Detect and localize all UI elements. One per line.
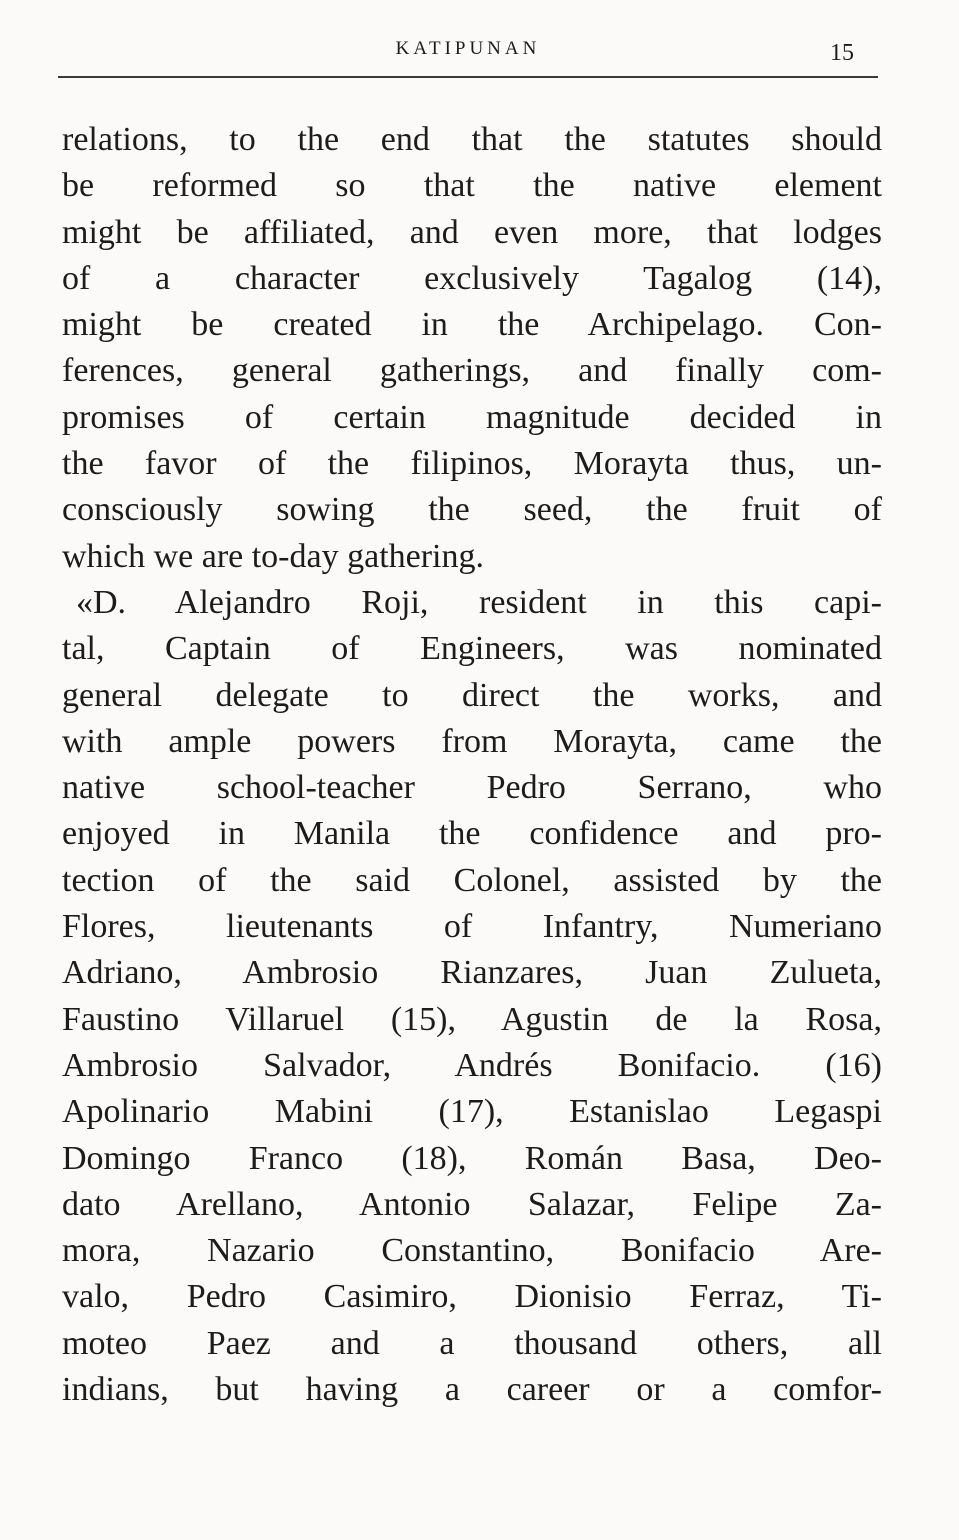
text-line: Domingo Franco (18), Román Basa, Deo- bbox=[62, 1139, 882, 1177]
text-line: relations, to the end that the statutes should bbox=[62, 121, 882, 158]
text-line: be reformed so that the native element bbox=[62, 167, 882, 205]
text-line: might be created in the Archipelago. Con- bbox=[62, 306, 882, 344]
text-line: tal, Captain of Engineers, was nominated bbox=[62, 630, 882, 668]
text-line: the favor of the filipinos, Morayta thus, un- bbox=[62, 445, 882, 483]
header-rule bbox=[58, 76, 878, 78]
text-line: mora, Nazario Constantino, Bonifacio Are- bbox=[62, 1232, 882, 1270]
text-line: dato Arellano, Antonio Salazar, Felipe Za- bbox=[62, 1185, 882, 1223]
running-title: KATIPUNAN bbox=[395, 38, 541, 59]
text-line: which we are to-day gathering. bbox=[62, 537, 484, 575]
text-line: «D. Alejandro Roji, resident in this capi- bbox=[76, 583, 882, 621]
text-line: indians, but having a career or a comfor- bbox=[62, 1371, 882, 1409]
text-line: Apolinario Mabini (17), Estanislao Legaspi bbox=[62, 1093, 882, 1131]
text-line: consciously sowing the seed, the fruit of bbox=[62, 491, 882, 529]
text-line: Ambrosio Salvador, Andrés Bonifacio. (16) bbox=[62, 1046, 882, 1084]
body-text bbox=[62, 117, 882, 1413]
text-line: with ample powers from Morayta, came the bbox=[62, 722, 882, 760]
text-line: native school-teacher Pedro Serrano, who bbox=[62, 769, 882, 807]
text-line: moteo Paez and a thousand others, all bbox=[62, 1324, 882, 1362]
text-line: general delegate to direct the works, and bbox=[62, 676, 882, 714]
text-line: valo, Pedro Casimiro, Dionisio Ferraz, Ti- bbox=[62, 1278, 882, 1316]
text-line: Adriano, Ambrosio Rianzares, Juan Zulueta, bbox=[62, 954, 882, 992]
running-header bbox=[58, 38, 878, 66]
text-line: Faustino Villaruel (15), Agustin de la Rosa, bbox=[62, 1000, 882, 1038]
page-number: 15 bbox=[830, 40, 854, 66]
text-line: promises of certain magnitude decided in bbox=[62, 398, 882, 436]
text-line: Flores, lieutenants of Infantry, Numeriano bbox=[62, 908, 882, 946]
text-line: enjoyed in Manila the confidence and pro- bbox=[62, 815, 882, 853]
text-line: of a character exclusively Tagalog (14), bbox=[62, 259, 882, 297]
text-line: tection of the said Colonel, assisted by the bbox=[62, 861, 882, 899]
text-line: ferences, general gatherings, and finally com- bbox=[62, 352, 882, 390]
text-line: might be affiliated, and even more, that lodges bbox=[62, 213, 882, 251]
